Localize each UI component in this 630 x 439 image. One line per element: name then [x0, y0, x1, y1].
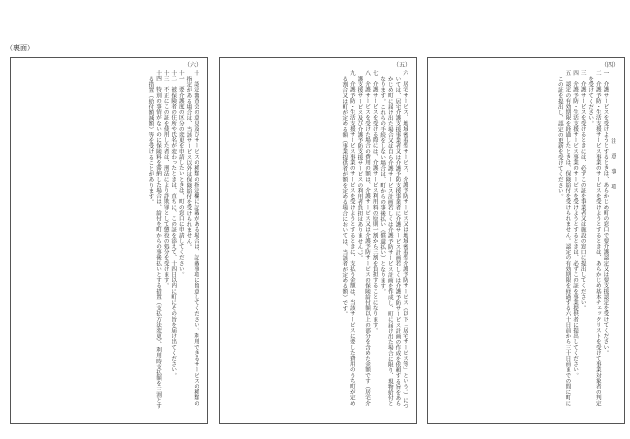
panel-number: （六）	[183, 62, 202, 69]
note-item-12: 十二 被保険者の住所や氏名が変わったときは、直ちに、この証を添えて、十四日以内に町にその旨を届け出てください。	[170, 70, 177, 378]
panel-text	[226, 70, 408, 410]
note-item-3: 三 介護サービスを受けるときには、必ずこの証を事業者又は施設の窓口に提出してください。	[579, 70, 586, 311]
note-item-5: 五 認定の有効期限を経過したときは、保険給付を受けられません。認定の有効期限を経過する六十日前から三十日前までの間に町にこの証を提出し、認定の更新を受けてください。	[556, 70, 571, 406]
note-item-11: 十一 要介護度の区分の変更を申請したいときは、町の窓口に申請してください。	[177, 70, 184, 278]
panel-text	[17, 70, 199, 410]
note-item-8: 八 介護サービスを受けた場合の費用の額は、介護サービス又は介護予防サービスの保険給付額以上の部分を含めた金額です（居宅介護支援サービス及び介護予防支援サービスの利用者負担はありません。）。	[356, 70, 371, 406]
note-item-14: 十四 特別の事情がないのに保険料を滞納した場合は、給付を町からの事後払いとする措置（支払方法変更）、利用時支払額を三割とする措置（給付額減額）等を受けることがあります。	[147, 70, 162, 409]
reverse-side-label: （裏面）	[6, 44, 34, 52]
note-item-7: 七 介護サービスを受ける際には、介護サービス利用料の原則一割から三割を負担することになります。	[371, 70, 378, 334]
panel-number: （四）	[600, 62, 619, 69]
note-item-4: 四 介護予防・生活支援サービス事業のサービスを受けようとするときは、必ずこの証を事業提供者に提出してください。	[572, 70, 579, 378]
panel-five	[219, 57, 417, 424]
note-item-10: 十 認定審査会の意見及びサービスの種類の指定欄に記載がある場合は、記載事項に留意してください。利用できるサービスの種類の指定がある場合は、当該サービス以外は保険給付を受けられません。	[185, 70, 199, 406]
panel-six	[10, 57, 208, 424]
panel-text	[434, 70, 616, 410]
panel-four	[427, 57, 625, 424]
note-item-6: 六 居宅サービス、地域密着型サービス、介護予防サービス又は地域密着型介護予防サービス（以下「居宅サービス等」という。）については、居宅介護支援事業者又は介護予防支援事業者に介護サービス計画若しくは介護予防サービス計画の作成を依頼する旨をあらかじめ町に届け出た場合又は自ら介護サービス計画若しくは介護予防サービス計画を作成し、町に届け出た場合に限り、現物給付となります。これらの手続をしない場合は、町からの事後払い（償還払い）となります。	[379, 70, 408, 409]
note-item-13: 十三 不正にこの証を使用した者は、刑法により詐欺罪として懲役の処分を受けます。	[162, 70, 169, 289]
notes-title: 注 意 事 項	[610, 138, 616, 192]
note-item-9: 九 介護予防・生活支援サービス事業のサービスを受けようとするときに、支払う金額は、当該サービスに要した費用のうち町が定める割合又は町が定める額（事業提供者が額を定める場合においては、当該者が定める額）です。	[341, 70, 355, 406]
note-item-2: 二 介護予防・生活支援サービス事業のサービスを受けようとするときは、あらかじめ基本チェックリストを受けて事業対象者の判定を受けてください。	[587, 70, 601, 406]
note-item-1: 一 介護サービスを受けようとするときは、あらかじめ町の窓口で要介護認定又は要支援認定を受けてください。	[602, 70, 609, 356]
panel-number: （五）	[392, 62, 411, 69]
